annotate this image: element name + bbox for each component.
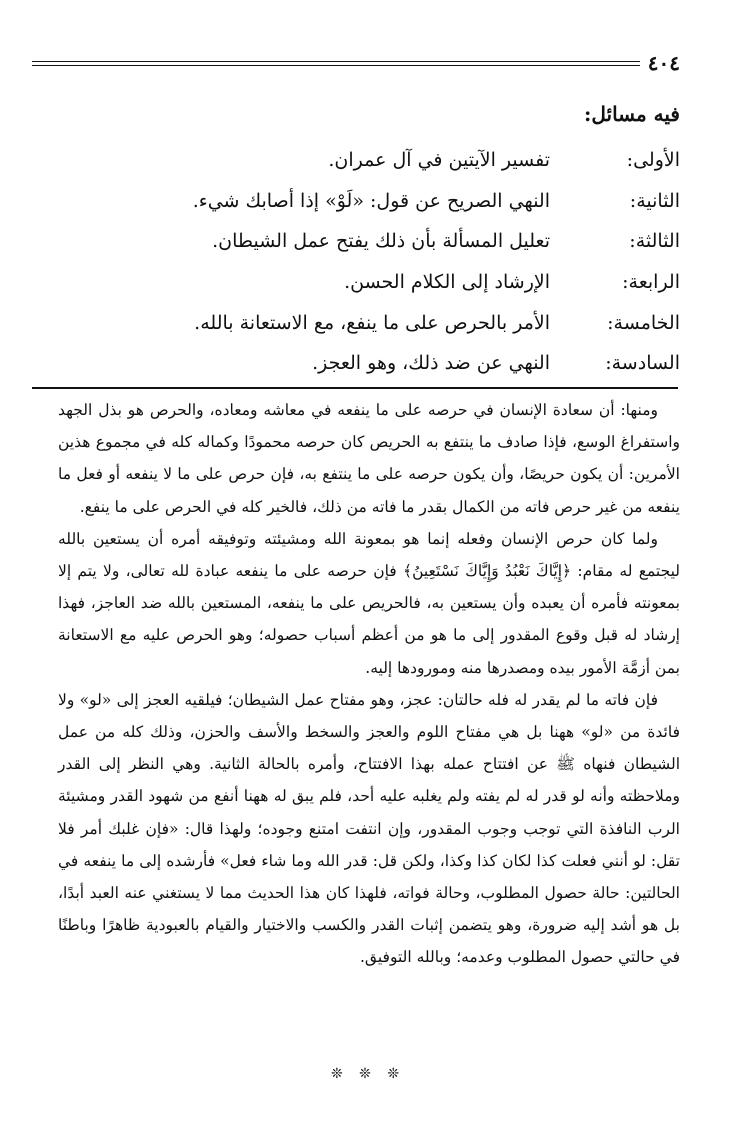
issue-text: النهي الصريح عن قول: «لَوْ» إذا أصابك شيء.	[192, 189, 550, 212]
issue-item	[50, 343, 680, 384]
section-title: فيه مسائل:	[583, 102, 680, 126]
footnote-paragraph: ولما كان حرص الإنسان وفعله إنما هو بمعونة الله ومشيئته وتوفيقه أمره أن يستعين بالله ليجتمع له مقام: ﴿إِيَّاكَ نَعْبُدُ وَإِيَّاكَ نَسْتَعِينُ﴾ فإن حرصه على ما ينفعه عبادة لله تعالى، ولا يتم إلا بمعونته فأمره أن يعبده وأن يستعين به، فالحريص على ما ينفعه، المستعين بالله ضد العاجز، فهذا إرشاد له قبل وقوع المقدور إلى ما هو من أعظم أسباب حصوله؛ وهو الحرص عليه مع الاستعانة بمن أزمَّة الأمور بيده ومصدرها منه ومورودها إليه.	[58, 529, 680, 677]
issue-text: الأمر بالحرص على ما ينفع، مع الاستعانة بالله.	[194, 311, 550, 334]
issue-label: السادسة:	[605, 352, 680, 375]
issues-list	[50, 140, 680, 384]
footnote-block	[58, 394, 680, 974]
issue-label: الثالثة:	[629, 230, 680, 253]
issue-label: الثانية:	[629, 189, 680, 212]
footnote-paragraph: فإن فاته ما لم يقدر له فله حالتان: عجز، وهو مفتاح عمل الشيطان؛ فيلقيه العجز إلى «لو» ولا فائدة من «لو» ههنا بل هي مفتاح اللوم والعجز والسخط والأسف والحزن، وذلك كله من عمل الشيطان فنهاه ﷺ عن افتتاح عمله بهذا الافتتاح، وأمره بالحالة الثانية. وهي النظر إلى القدر وملاحظته وأنه لو قدر له لم يفته ولم يغلبه عليه أحد، فلم يبق له ههنا أنفع من شهود القدر ومشيئة الرب النافذة التي توجب وجوب المقدور، وإن انتفت امتنع وجوده؛ ولهذا قال: «فإن غلبك أمر فلا تقل: لو أنني فعلت كذا لكان كذا وكذا، ولكن قل: قدر الله وما شاء فعل» فأرشده إلى ما ينفعه في الحالتين: حالة حصول المطلوب، وحالة فواته، فلهذا كان هذا الحديث مما لا يستغني عنه العبد أبدًا، بل هو أشد إليه ضرورة، وهو يتضمن إثبات القدر والكسب والاختيار والقيام بالعبودية ظاهرًا وباطنًا في حالتي حصول المطلوب وعدمه؛ وبالله التوفيق.	[58, 690, 680, 967]
page-number: ٤٠٤	[647, 51, 680, 75]
footnote-divider	[32, 387, 678, 389]
issue-item	[50, 181, 680, 222]
issue-text: تعليل المسألة بأن ذلك يفتح عمل الشيطان.	[212, 230, 550, 253]
issue-item	[50, 221, 680, 262]
header-rule	[32, 61, 640, 62]
issue-item	[50, 140, 680, 181]
issue-label: الرابعة:	[622, 271, 680, 294]
issue-text: تفسير الآيتين في آل عمران.	[328, 149, 550, 172]
issue-item	[50, 262, 680, 303]
issue-label: الخامسة:	[607, 311, 680, 334]
issue-text: النهي عن ضد ذلك، وهو العجز.	[312, 352, 550, 375]
end-ornament: ❊ ❊ ❊	[330, 1066, 406, 1082]
issue-item	[50, 302, 680, 343]
issue-label: الأولى:	[626, 149, 680, 172]
header-rule	[32, 65, 640, 66]
footnote-paragraph: ومنها: أن سعادة الإنسان في حرصه على ما ينفعه في معاشه ومعاده، والحرص هو بذل الجهد واستفراغ الوسع، فإذا صادف ما ينتفع به الحريص كان حرصه محمودًا وكماله كله في مجموع هذين الأمرين: أن يكون حريصًا، وأن يكون حرصه على ما ينتفع به، فإن حرص على ما لا ينفعه أو فعل ما ينفعه من غير حرص فاته من الكمال بقدر ما فاته من ذلك، فالخير كله في الحرص على ما ينفع.	[58, 401, 680, 516]
issue-text: الإرشاد إلى الكلام الحسن.	[344, 271, 550, 294]
page-header	[32, 50, 680, 78]
